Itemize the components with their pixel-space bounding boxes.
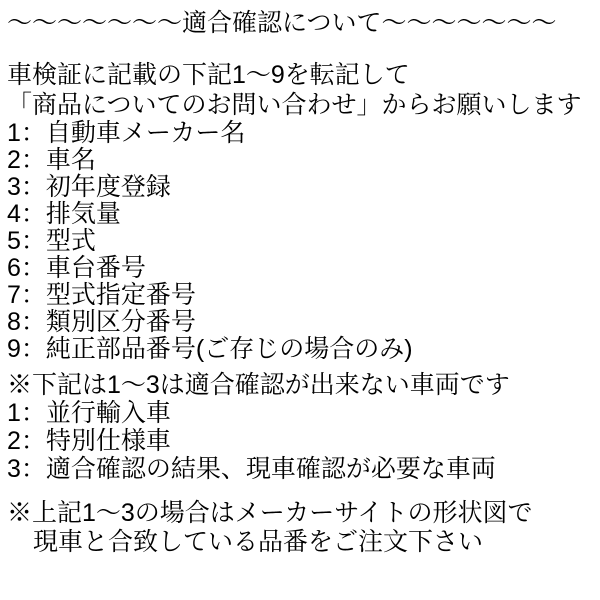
list-item-model-code: 5：型式 <box>7 227 96 255</box>
intro-line-1: 車検証に記載の下記1～9を転記して <box>7 61 410 89</box>
list-item-parallel-import: 1：並行輸入車 <box>7 399 171 427</box>
list-item-model-desig-no: 7：型式指定番号 <box>7 281 196 309</box>
list-item-special-edition: 2：特別仕様車 <box>7 427 171 455</box>
final-note-line-2: 現車と合致している品番をご注文下さい <box>33 528 484 556</box>
list-item-maker: 1：自動車メーカー名 <box>7 119 246 147</box>
intro-paragraph <box>7 60 596 120</box>
unconfirmable-note-heading: ※下記は1～3は適合確認が出来ない車両です <box>7 371 510 399</box>
list-item-displacement: 4：排気量 <box>7 200 121 228</box>
intro-line-2: 「商品についてのお問い合わせ」からお願いします <box>7 91 582 119</box>
vehicle-info-list <box>7 120 596 363</box>
list-item-first-reg: 3：初年度登録 <box>7 173 171 201</box>
list-item-oem-part-no: 9：純正部品番号(ご存じの場合のみ) <box>7 335 413 363</box>
final-note-line-1: ※上記1～3の場合はメーカーサイトの形状図で <box>7 499 533 527</box>
list-item-chassis-no: 6：車台番号 <box>7 254 146 282</box>
list-item-needs-onsite-check: 3：適合確認の結果、現車確認が必要な車両 <box>7 455 496 483</box>
unconfirmable-vehicle-list <box>7 399 596 483</box>
list-item-car-name: 2：車名 <box>7 146 96 174</box>
list-item-class-no: 8：類別区分番号 <box>7 308 196 336</box>
final-note-paragraph <box>7 499 596 557</box>
page-title: ～～～～～～～適合確認について～～～～～～～ <box>7 9 557 37</box>
